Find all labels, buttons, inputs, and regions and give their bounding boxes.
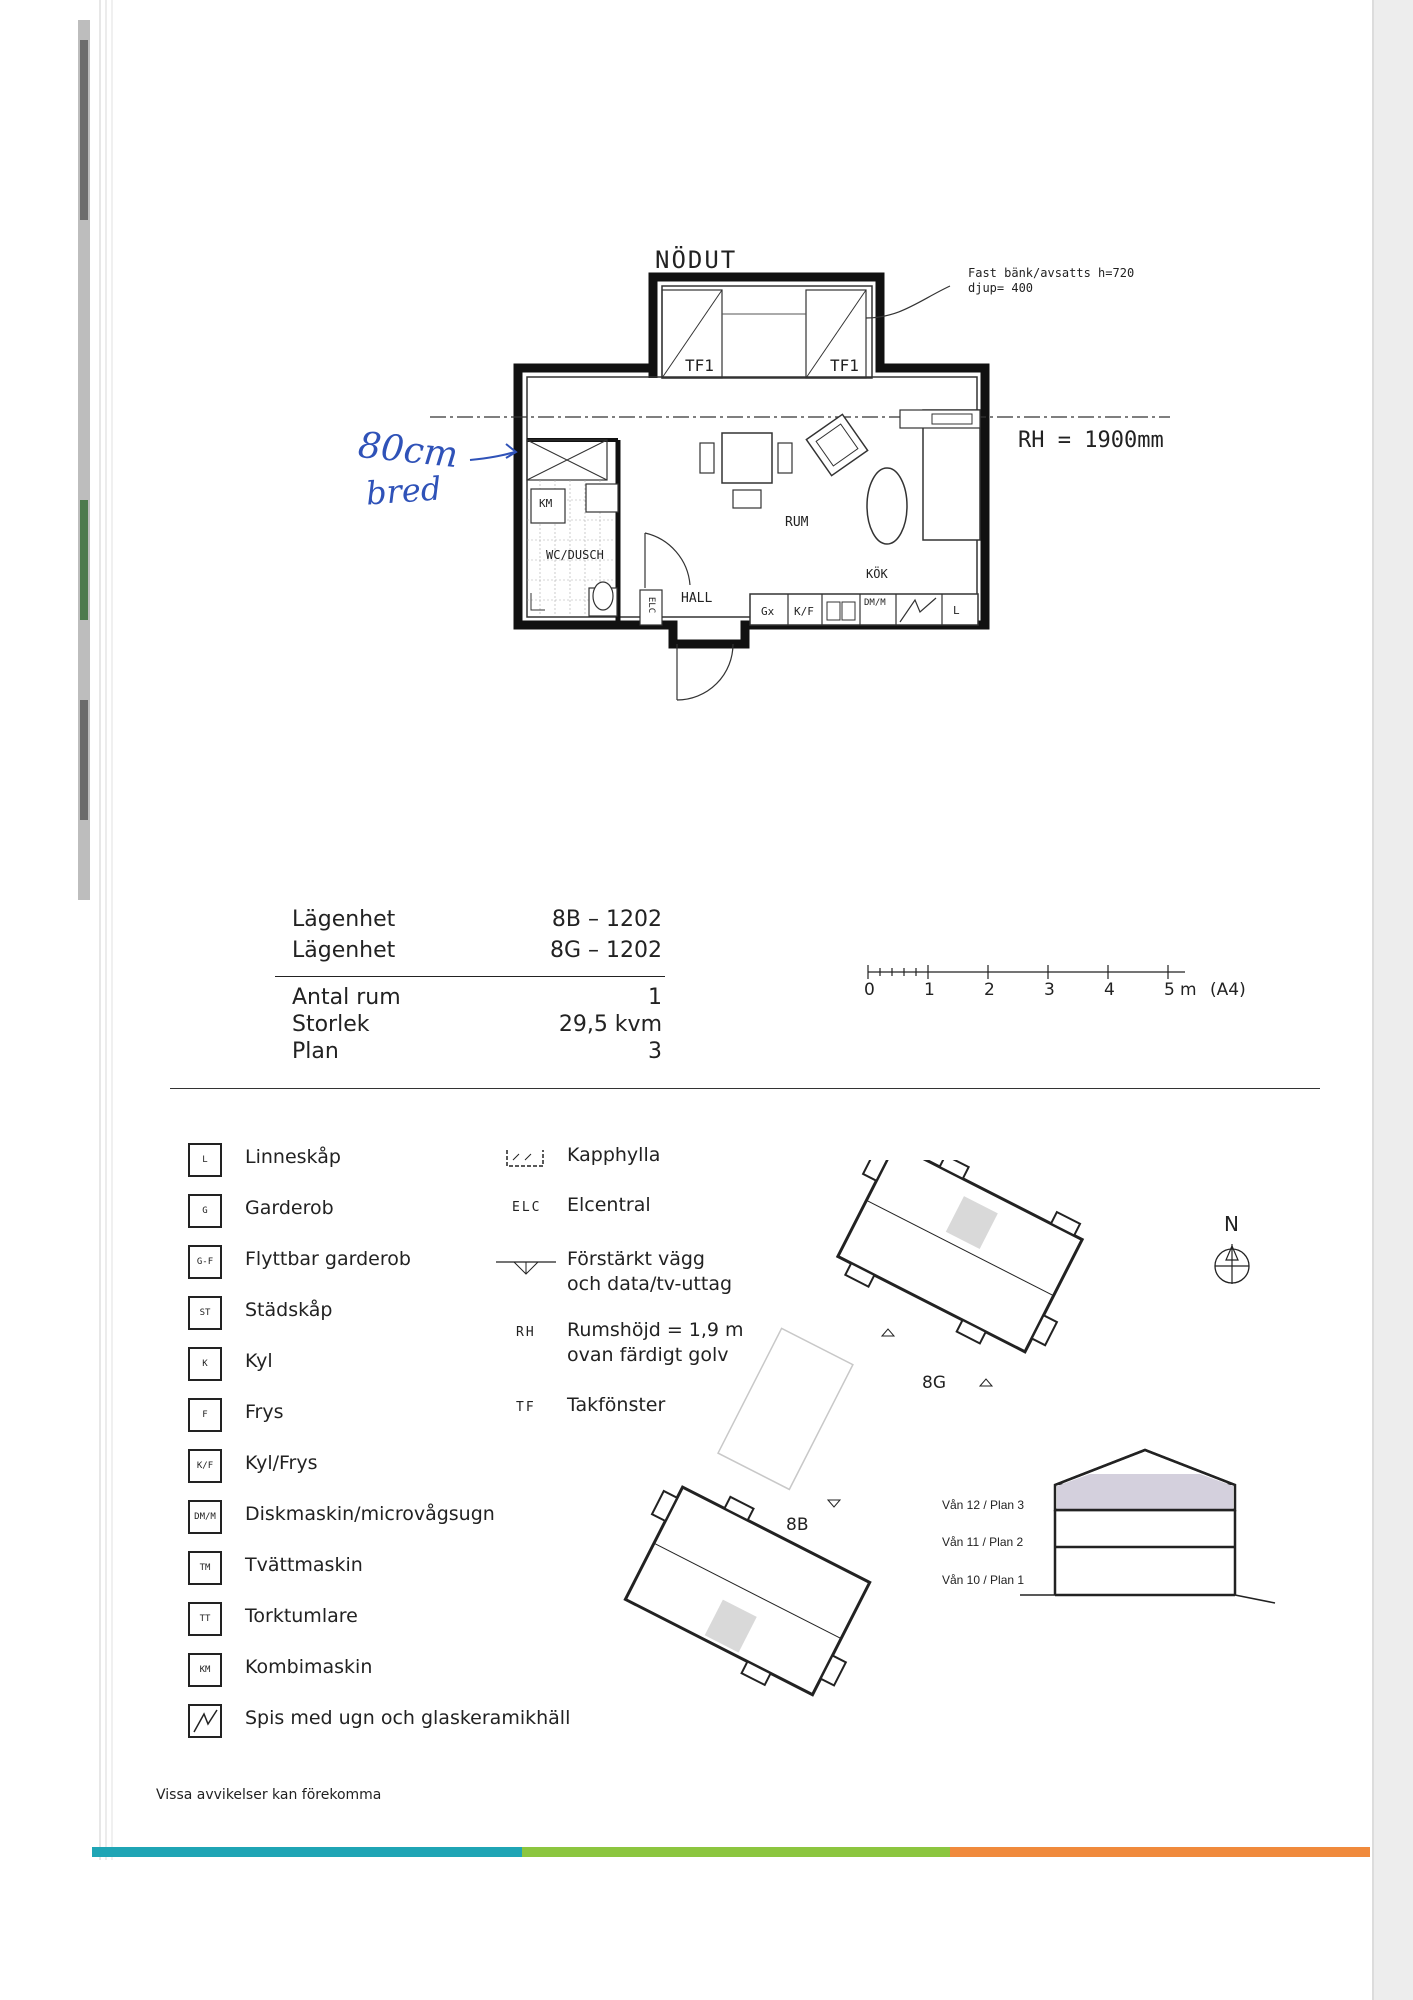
emergency-exit-label: NÖDUT (655, 246, 738, 274)
bench-note: Fast bänk/avsatts h=720 (968, 266, 1135, 280)
legend-label: och data/tv-uttag (567, 1273, 733, 1295)
north-arrow-icon (1210, 1242, 1254, 1286)
scale-unit: m (1180, 980, 1197, 1000)
scale-tick: 3 (1044, 980, 1055, 1000)
legend-label: Kombimaskin (245, 1656, 373, 1678)
legend-label: Takfönster (567, 1394, 666, 1416)
fixture-km: KM (539, 497, 553, 510)
legend-code: TF (516, 1400, 536, 1415)
room-label-kok: KÖK (866, 567, 888, 581)
scale-tick: 5 (1164, 980, 1175, 1000)
info-label: Lägenhet (292, 938, 396, 963)
legend-label: ovan färdigt golv (567, 1344, 729, 1366)
legend-label: Spis med ugn och glaskeramikhäll (245, 1707, 571, 1729)
legend-code-box: G-F (188, 1245, 222, 1279)
section-floor-label: Vån 11 / Plan 2 (942, 1535, 1024, 1549)
legend-label: Kyl (245, 1350, 273, 1372)
legend-label: Flyttbar garderob (245, 1248, 411, 1270)
scale-tick: 0 (864, 980, 875, 1000)
binding-edge (60, 0, 120, 1870)
info-value: 1 (648, 985, 662, 1010)
legend-code-box: F (188, 1398, 222, 1432)
scale-paper: (A4) (1210, 980, 1246, 1000)
info-label: Storlek (292, 1012, 370, 1037)
fixture-gx: Gx (761, 605, 775, 618)
accent-band-orange (950, 1847, 1370, 1857)
fixture-elc: ELC (646, 596, 657, 614)
info-divider (275, 976, 665, 977)
reinforced-wall-icon (496, 1256, 556, 1276)
legend-label: Kyl/Frys (245, 1452, 318, 1474)
sheet-margin (1374, 0, 1413, 2000)
section-floor-label: Vån 10 / Plan 1 (942, 1573, 1025, 1587)
fixture-l: L (953, 604, 960, 617)
legend-code: RH (516, 1325, 536, 1340)
info-label: Antal rum (292, 985, 401, 1010)
legend-code-box: ST (188, 1296, 222, 1330)
legend-code-box: DM/M (188, 1500, 222, 1534)
legend-code: ELC (512, 1200, 542, 1215)
legend-code-box: KM (188, 1653, 222, 1687)
building-label-8b: 8B (786, 1515, 809, 1535)
handwritten-note: bred (364, 469, 443, 513)
fixture-kf: K/F (794, 605, 814, 618)
legend-label: Tvättmaskin (245, 1554, 363, 1576)
legend-code-box: TM (188, 1551, 222, 1585)
legend-code-box: L (188, 1143, 222, 1177)
building-section (1010, 1440, 1330, 1610)
scale-bar (860, 960, 1200, 984)
room-label-wc: WC/DUSCH (546, 548, 604, 562)
legend-label: Städskåp (245, 1299, 333, 1321)
legend-label: Förstärkt vägg (567, 1248, 705, 1270)
info-value: 29,5 kvm (558, 1012, 662, 1037)
room-label-rum: RUM (785, 515, 809, 530)
section-floor-label: Vån 12 / Plan 3 (942, 1498, 1025, 1512)
room-label-hall: HALL (681, 591, 713, 606)
legend-label: Rumshöjd = 1,9 m (567, 1319, 744, 1341)
info-value: 8G – 1202 (549, 938, 662, 963)
disclaimer-note: Vissa avvikelser kan förekomma (156, 1787, 382, 1803)
legend-label: Torktumlare (245, 1605, 358, 1627)
floor-plan (400, 240, 1200, 710)
coat-rack-icon (505, 1146, 545, 1170)
info-label: Plan (292, 1039, 339, 1064)
legend-label: Diskmaskin/microvågsugn (245, 1503, 495, 1525)
legend-code-box: K (188, 1347, 222, 1381)
scale-tick: 1 (924, 980, 935, 1000)
handwritten-note: 80cm (356, 424, 460, 477)
legend-label: Elcentral (567, 1194, 651, 1216)
north-label: N (1224, 1212, 1239, 1236)
legend-code-box: K/F (188, 1449, 222, 1483)
stove-symbol-icon (188, 1704, 222, 1738)
building-label-8g: 8G (922, 1373, 946, 1393)
fixture-dmm: DM/M (864, 598, 886, 608)
info-label: Lägenhet (292, 907, 396, 932)
section-divider (170, 1088, 1320, 1089)
legend-label: Garderob (245, 1197, 334, 1219)
room-height-label: RH = 1900mm (1018, 428, 1164, 453)
accent-band-teal (92, 1847, 522, 1857)
skylight-label: TF1 (830, 356, 859, 375)
legend-code-box: G (188, 1194, 222, 1228)
scale-tick: 4 (1104, 980, 1115, 1000)
scale-tick: 2 (984, 980, 995, 1000)
accent-band-green (522, 1847, 950, 1857)
legend-label: Frys (245, 1401, 284, 1423)
legend-label: Kapphylla (567, 1144, 661, 1166)
info-value: 8B – 1202 (551, 907, 662, 932)
legend-label: Linneskåp (245, 1146, 341, 1168)
skylight-label: TF1 (685, 356, 714, 375)
legend-code-box: TT (188, 1602, 222, 1636)
bench-note: djup= 400 (968, 281, 1034, 295)
info-value: 3 (648, 1039, 662, 1064)
